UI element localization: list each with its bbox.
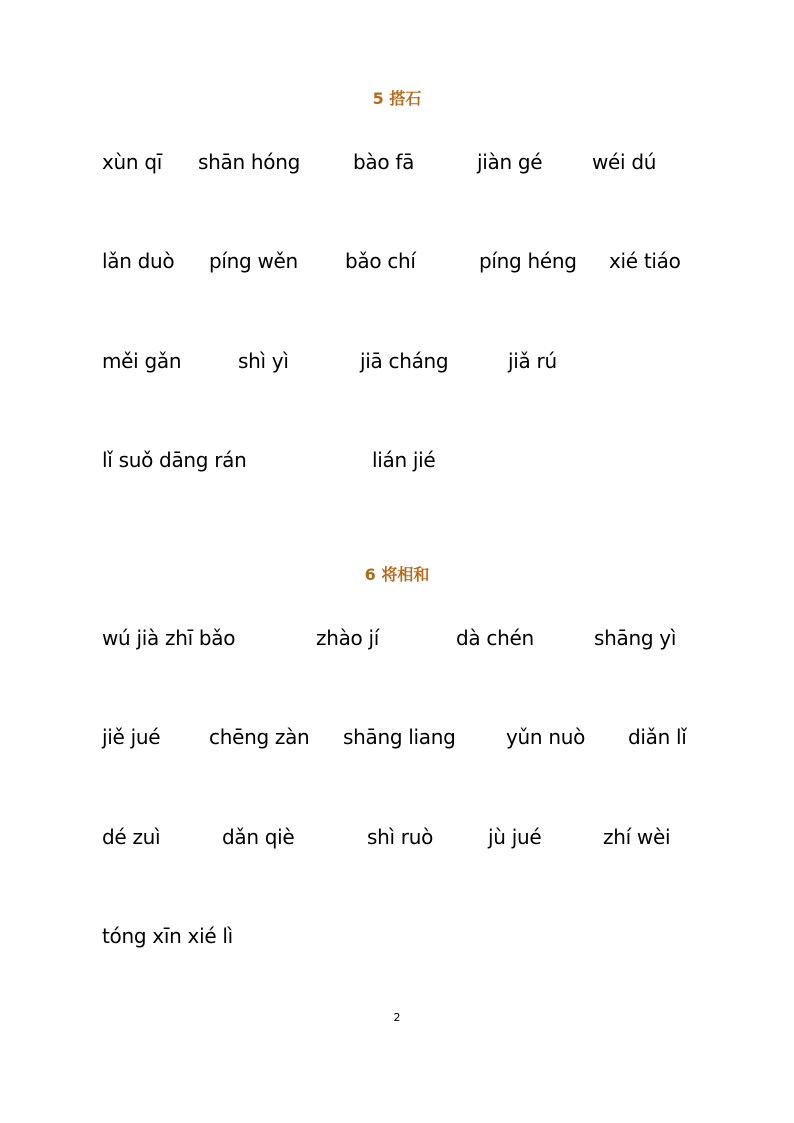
pinyin-word: bào fā — [353, 150, 415, 174]
pinyin-word: bǎo chí — [345, 249, 416, 273]
pinyin-row — [0, 247, 794, 275]
pinyin-word: dǎn qiè — [222, 825, 295, 849]
pinyin-word: zhào jí — [316, 626, 380, 650]
section-title-5: 5 搭石 — [372, 89, 422, 108]
pinyin-word: diǎn lǐ — [628, 725, 687, 749]
pinyin-word: jiàn gé — [477, 150, 543, 174]
pinyin-row — [0, 446, 794, 474]
pinyin-row — [0, 624, 794, 652]
pinyin-row — [0, 347, 794, 375]
pinyin-word: xùn qī — [102, 150, 162, 174]
pinyin-row — [0, 922, 794, 950]
section-title-6: 6 将相和 — [364, 565, 430, 584]
pinyin-word: shāng liang — [343, 725, 456, 749]
pinyin-word: wú jià zhī bǎo — [102, 626, 236, 650]
pinyin-word: xié tiáo — [609, 249, 681, 273]
pinyin-word: jiě jué — [102, 725, 161, 749]
pinyin-word: píng héng — [479, 249, 577, 273]
pinyin-word: yǔn nuò — [506, 725, 586, 749]
pinyin-word: jù jué — [488, 825, 542, 849]
pinyin-word: jiā cháng — [360, 349, 449, 373]
pinyin-word: lǎn duò — [102, 249, 175, 273]
pinyin-word: lián jié — [372, 448, 436, 472]
pinyin-word: zhí wèi — [603, 825, 671, 849]
page-number: 2 — [393, 1011, 401, 1024]
pinyin-word: shì yì — [238, 349, 289, 373]
pinyin-word: tóng xīn xié lì — [102, 924, 233, 948]
pinyin-word: dé zuì — [102, 825, 161, 849]
pinyin-word: lǐ suǒ dāng rán — [102, 448, 247, 472]
pinyin-word: jiǎ rú — [508, 349, 557, 373]
pinyin-row — [0, 823, 794, 851]
pinyin-word: shì ruò — [367, 825, 434, 849]
pinyin-word: shāng yì — [594, 626, 677, 650]
pinyin-word: wéi dú — [592, 150, 657, 174]
pinyin-word: shān hóng — [198, 150, 300, 174]
pinyin-word: dà chén — [456, 626, 534, 650]
pinyin-row — [0, 723, 794, 751]
pinyin-row — [0, 148, 794, 176]
pinyin-word: píng wěn — [209, 249, 298, 273]
pinyin-word: měi gǎn — [102, 349, 182, 373]
pinyin-word: chēng zàn — [209, 725, 310, 749]
